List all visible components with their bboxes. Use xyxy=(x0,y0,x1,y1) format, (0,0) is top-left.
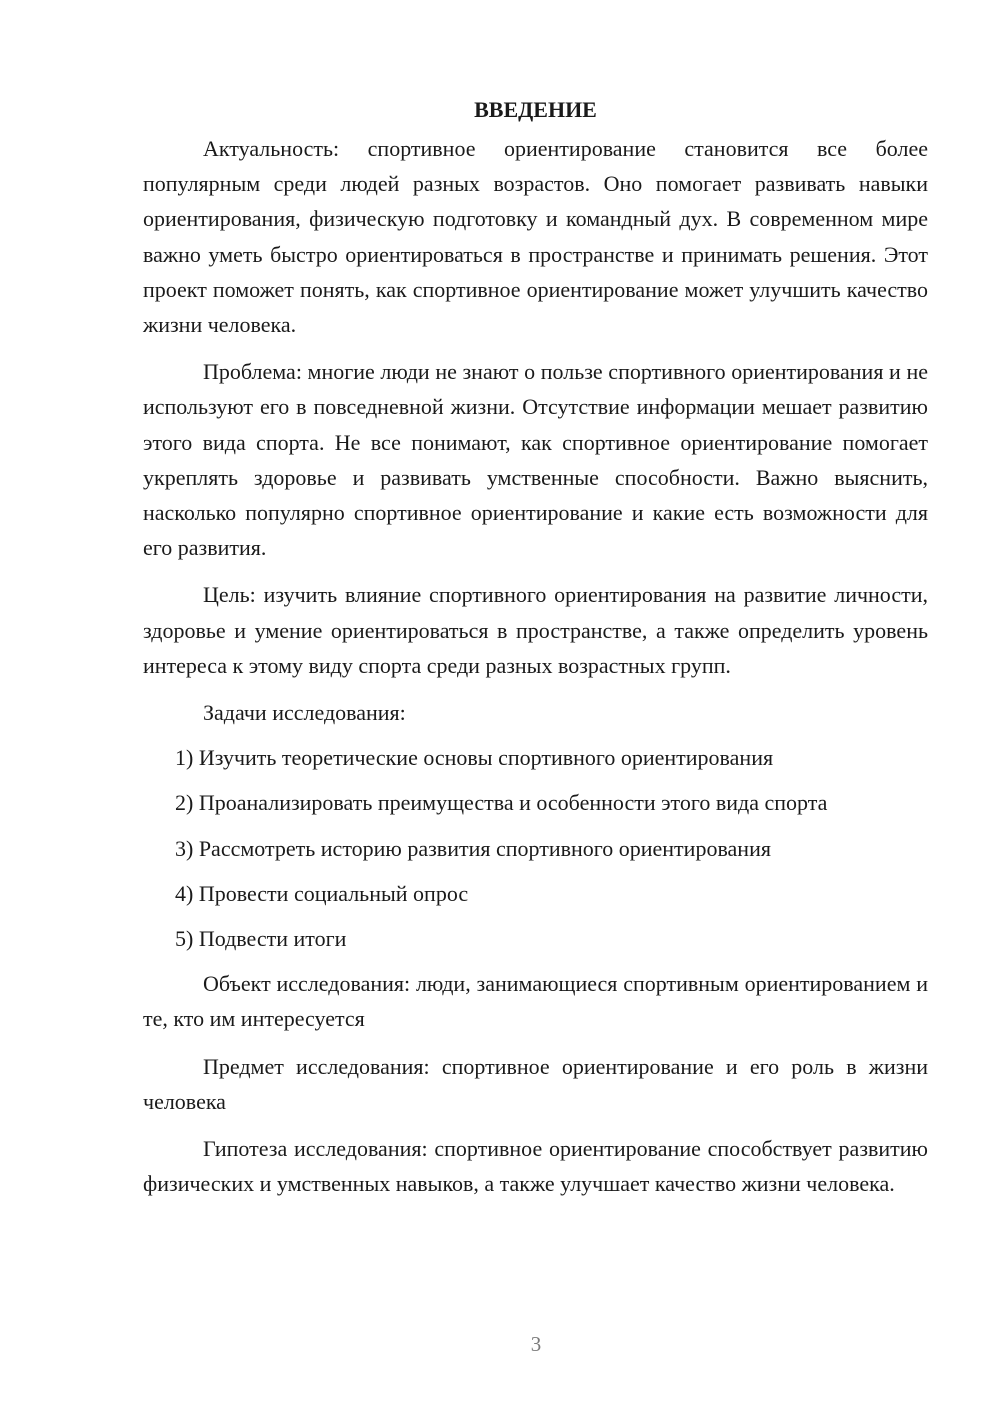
list-item: 5) Подвести итоги xyxy=(175,926,347,952)
goal-paragraph: Цель: изучить влияние спортивного ориентирования на развитие личности, здоровье и умение ориентироваться в пространстве, а также определить уровень интереса к этому виду спорта среди разных возрастных групп. xyxy=(143,582,928,678)
list-item: 1) Изучить теоретические основы спортивного ориентирования xyxy=(175,745,774,771)
object-paragraph: Объект исследования: люди, занимающиеся спортивным ориентированием и те, кто им интересуется xyxy=(143,971,928,1032)
document-page xyxy=(143,92,928,1213)
tasks-heading: Задачи исследования: xyxy=(203,700,406,726)
list-item: 3) Рассмотреть историю развития спортивного ориентирования xyxy=(175,835,771,861)
page-title: ВВЕДЕНИЕ xyxy=(474,97,597,122)
relevance-paragraph: Актуальность: спортивное ориентирование становится все более популярным среди людей разных возрастов. Оно помогает развивать навыки ориентирования, физическую подготовку и командный дух. В современном мире важно уметь быстро ориентироваться в пространстве и принимать решения. Этот проект поможет понять, как спортивное ориентирование может улучшить качество жизни человека. xyxy=(143,136,928,338)
problem-paragraph: Проблема: многие люди не знают о пользе спортивного ориентирования и не используют его в повседневной жизни. Отсутствие информации мешает развитию этого вида спорта. Не все понимают, как спортивное ориентирование помогает укреплять здоровье и развивать умственные способности. Важно выяснить, насколько популярно спортивное ориентирование и какие есть возможности для его развития. xyxy=(143,359,928,561)
page-number: 3 xyxy=(530,1332,542,1356)
list-item: 4) Провести социальный опрос xyxy=(175,880,469,906)
list-item: 2) Проанализировать преимущества и особенности этого вида спорта xyxy=(175,790,828,816)
tasks-list xyxy=(143,740,928,956)
hypothesis-paragraph: Гипотеза исследования: спортивное ориентирование способствует развитию физических и умственных навыков, а также улучшает качество жизни человека. xyxy=(143,1136,928,1197)
subject-paragraph: Предмет исследования: спортивное ориентирование и его роль в жизни человека xyxy=(143,1053,928,1114)
